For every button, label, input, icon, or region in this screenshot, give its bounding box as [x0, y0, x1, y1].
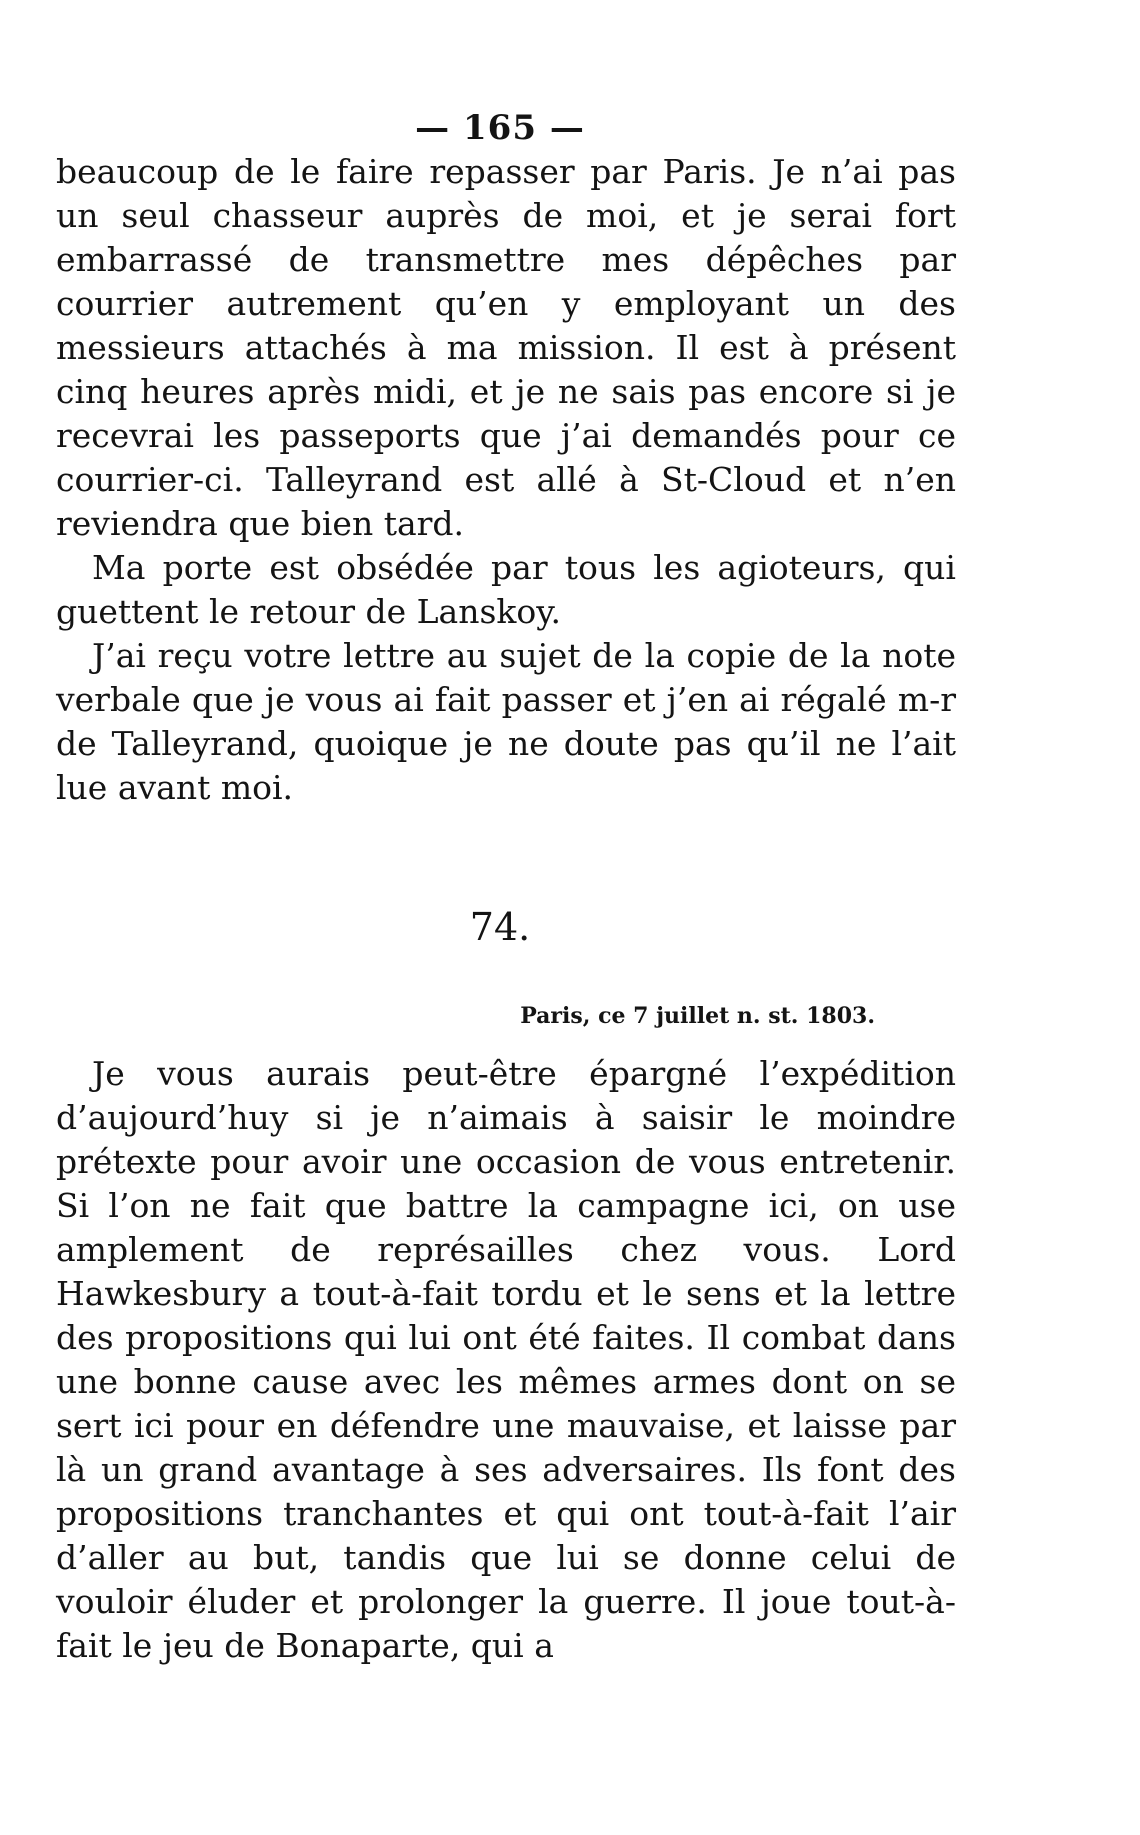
letter-number-heading: 74.: [469, 905, 531, 949]
letter-dateline: Paris, ce 7 juillet n. st. 1803.: [520, 1003, 875, 1029]
paragraph: J’ai reçu votre lettre au sujet de la copie de la note verbale que je vous ai fait passer et j’en ai régalé m-r de Talleyrand, quoique je ne doute pas qu’il ne l’ait lue avant moi.: [56, 636, 956, 807]
paragraph: Ma porte est obsédée par tous les agioteurs, qui guettent le retour de Lanskoy.: [56, 548, 956, 631]
continued-letter-text: [56, 150, 956, 810]
letter-body-text: [56, 1052, 956, 1668]
paragraph: beaucoup de le faire repasser par Paris. Je n’ai pas un seul chasseur auprès de moi, et je serai fort embarrassé de transmettre mes dépêches par courrier autrement qu’en y employant un des messieurs attachés à ma mission. Il est à présent cinq heures après midi, et je ne sais pas encore si je recevrai les passeports que j’ai demandés pour ce courrier-ci. Talleyrand est allé à St-Cloud et n’en reviendra que bien tard.: [56, 152, 956, 543]
page-number: — 165 —: [415, 108, 585, 148]
paragraph: Je vous aurais peut-être épargné l’expédition d’aujourd’huy si je n’aimais à saisir le moindre prétexte pour avoir une occasion de vous entretenir. Si l’on ne fait que battre la campagne ici, on use amplement de représailles chez vous. Lord Hawkesbury a tout-à-fait tordu et le sens et la lettre des propositions qui lui ont été faites. Il combat dans une bonne cause avec les mêmes armes dont on se sert ici pour en défendre une mauvaise, et laisse par là un grand avantage à ses adversaires. Ils font des propositions tranchantes et qui ont tout-à-fait l’air d’aller au but, tandis que lui se donne celui de vouloir éluder et prolonger la guerre. Il joue tout-à-fait le jeu de Bonaparte, qui a: [56, 1054, 956, 1665]
